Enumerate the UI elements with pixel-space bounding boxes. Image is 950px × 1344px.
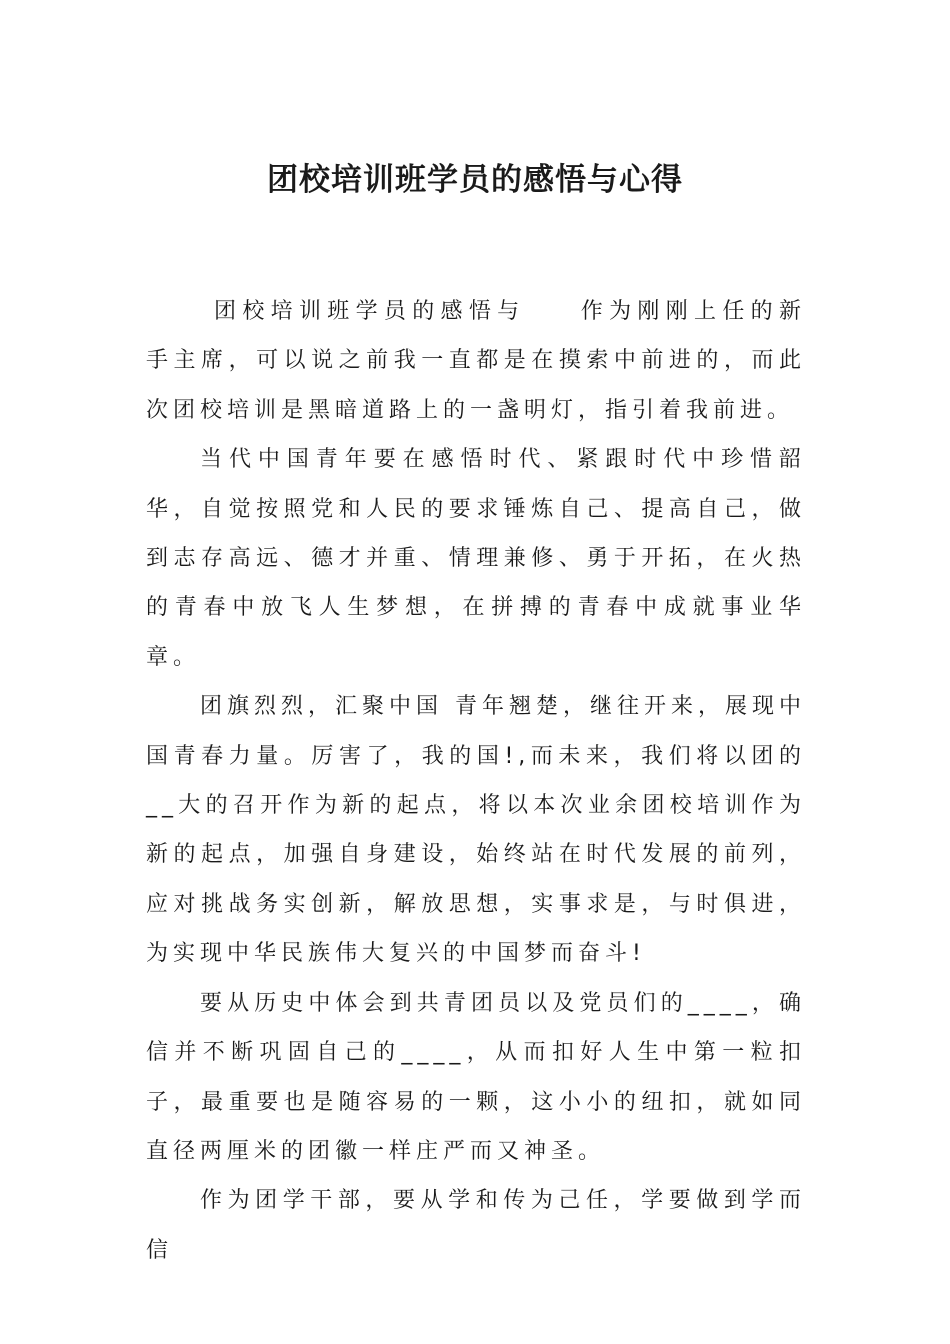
paragraph-4: 要从历史中体会到共青团员以及党员们的____，确信并不断巩固自己的____，从而扣好人生中第一粒扣子，最重要也是随容易的一颗，这小小的纽扣，就如同直径两厘米的团徽一样庄严而又神圣。 (146, 990, 806, 1164)
paragraph-1 (146, 287, 806, 435)
document-title: 团校培训班学员的感悟与心得 (267, 162, 683, 198)
document-body (146, 287, 806, 1275)
paragraph-5: 作为团学干部，要从学和传为己任，学要做到学而信 (146, 1188, 806, 1263)
paragraph-1-rest: 作为刚刚上任的新手主席，可以说之前我一直都是在摸索中前进的，而此次团校培训是黑暗道路上的一盏明灯，指引着我前进。 (146, 299, 806, 423)
paragraph-3: 团旗烈烈，汇聚中国 青年翘楚，继往开来，展现中国青春力量。厉害了，我的国!,而未来，我们将以团的__大的召开作为新的起点，将以本次业余团校培训作为新的起点，加强自身建设，始终站在时代发展的前列，应对挑战务实创新，解放思想，实事求是，与时俱进，为实现中华民族伟大复兴的中国梦而奋斗! (146, 694, 806, 967)
paragraph-2: 当代中国青年要在感悟时代、紧跟时代中珍惜韶华，自觉按照党和人民的要求锤炼自己、提高自己，做到志存高远、德才并重、情理兼修、勇于开拓，在火热的青春中放飞人生梦想，在拼搏的青春中成就事业华章。 (146, 447, 806, 670)
paragraph-1-lead: 团校培训班学员的感悟与 (214, 299, 526, 324)
